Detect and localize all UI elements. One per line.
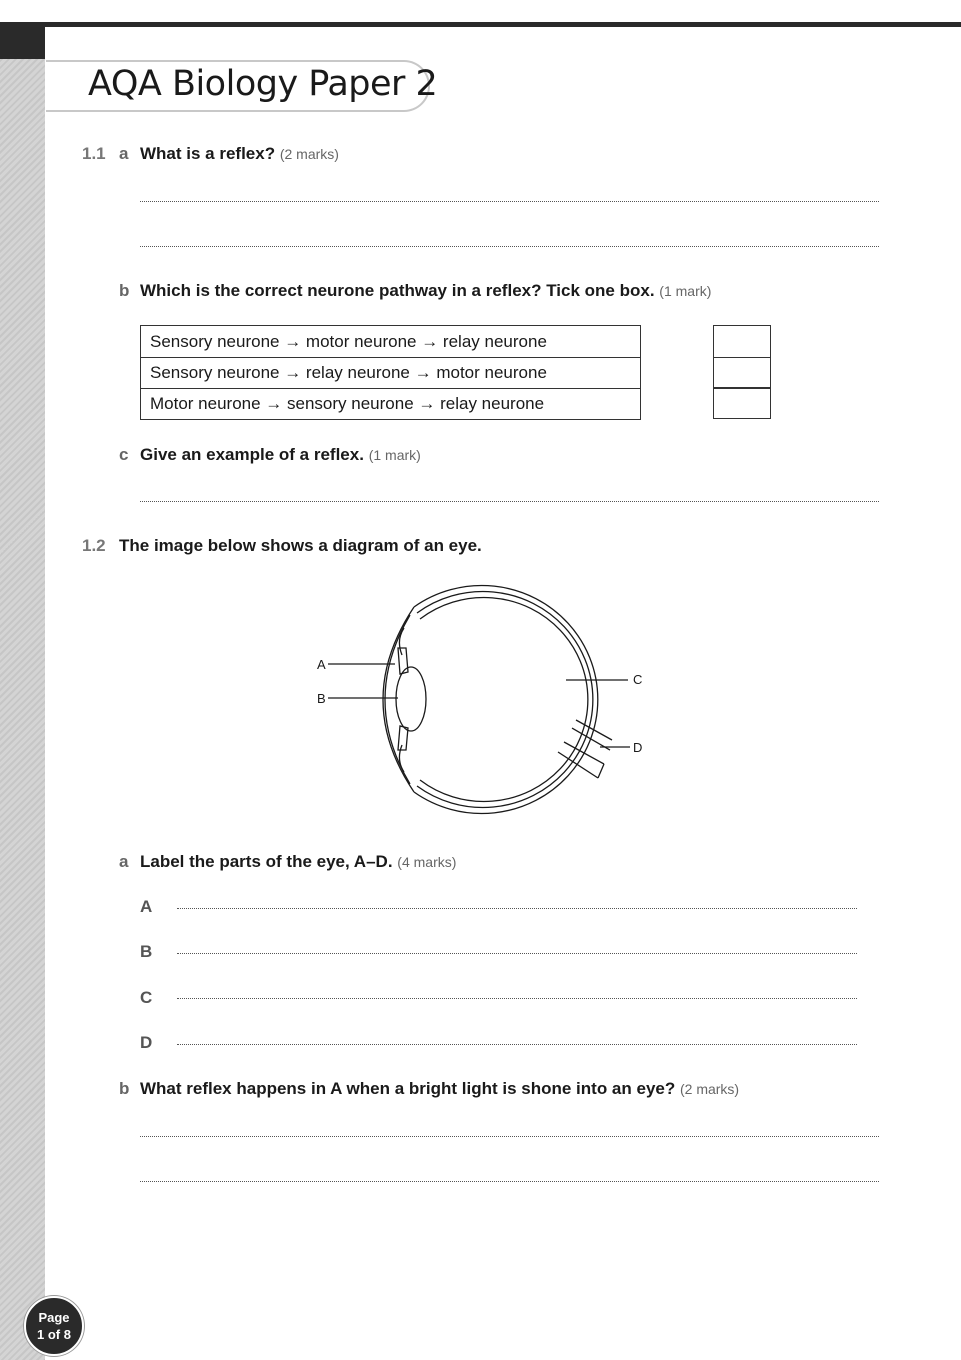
marks-label: (1 mark) xyxy=(368,447,421,463)
answer-label-c: C xyxy=(140,988,153,1007)
side-band-cap xyxy=(0,27,45,59)
answer-label-a: A xyxy=(140,897,153,916)
marks-label: (4 marks) xyxy=(397,854,457,870)
question-letter: a xyxy=(119,144,129,163)
table-row xyxy=(141,389,641,420)
answer-label-b: B xyxy=(140,942,153,961)
question-1-2-a xyxy=(140,852,456,872)
answer-line-c[interactable] xyxy=(177,998,857,999)
cornea-outline xyxy=(383,607,414,792)
marks-label: (2 marks) xyxy=(679,1081,740,1097)
question-text: Label the parts of the eye, A–D. xyxy=(140,852,393,871)
diagram-label-a: A xyxy=(317,657,326,672)
tick-box[interactable] xyxy=(713,325,771,358)
question-text: What reflex happens in A when a bright light is shone into an eye? xyxy=(140,1079,676,1098)
diagram-label-d: D xyxy=(633,740,643,755)
question-number: 1.1 xyxy=(82,144,106,163)
answer-label-d: D xyxy=(140,1033,153,1052)
answer-line[interactable] xyxy=(140,1136,879,1137)
top-rule xyxy=(0,22,961,27)
emphasis-text: one xyxy=(584,281,615,300)
question-letter: b xyxy=(119,281,130,300)
pathway-options-table xyxy=(140,325,641,420)
option-cell: Sensory neurone → relay neurone → motor neurone xyxy=(141,358,641,389)
question-number: 1.2 xyxy=(82,536,106,555)
question-letter: b xyxy=(119,1079,130,1098)
answer-line[interactable] xyxy=(140,501,879,502)
option-cell: Sensory neurone → motor neurone → relay neurone xyxy=(141,326,641,358)
question-1-1-b xyxy=(140,281,711,301)
page-indicator xyxy=(24,1296,84,1356)
page-label: Page xyxy=(38,1310,70,1325)
answer-line-a[interactable] xyxy=(177,908,857,909)
eye-diagram xyxy=(300,578,660,818)
sclera-outline xyxy=(414,586,598,814)
marks-label: (2 marks) xyxy=(279,146,339,162)
table-row xyxy=(141,326,641,358)
page-count: 1 of 8 xyxy=(37,1327,71,1342)
question-letter: a xyxy=(119,852,129,871)
answer-line-d[interactable] xyxy=(177,1044,857,1045)
question-1-2-b xyxy=(140,1079,739,1099)
side-band xyxy=(0,27,45,1360)
question-1-1-a xyxy=(140,144,339,164)
table-row xyxy=(141,358,641,389)
marks-label: (1 mark) xyxy=(659,283,712,299)
option-cell: Motor neurone → sensory neurone → relay neurone xyxy=(141,389,641,420)
tick-box[interactable] xyxy=(713,357,771,388)
diagram-label-b: B xyxy=(317,691,326,706)
question-1-1-c xyxy=(140,445,421,465)
lens-outline xyxy=(396,667,426,731)
question-1-2-text: The image below shows a diagram of an eye. xyxy=(119,536,482,555)
tick-box[interactable] xyxy=(713,388,771,419)
answer-line-b[interactable] xyxy=(177,953,857,954)
answer-line[interactable] xyxy=(140,201,879,202)
question-text: Give an example of a reflex. xyxy=(140,445,364,464)
page-title: AQA Biology Paper 2 xyxy=(88,64,438,104)
answer-line[interactable] xyxy=(140,1181,879,1182)
question-text: Which is the correct neurone pathway in a reflex? Tick xyxy=(140,281,585,300)
question-text-end: box. xyxy=(614,281,655,300)
question-letter: c xyxy=(119,445,129,464)
question-text: What is a reflex? xyxy=(140,144,276,163)
diagram-label-c: C xyxy=(633,672,643,687)
answer-line[interactable] xyxy=(140,246,879,247)
